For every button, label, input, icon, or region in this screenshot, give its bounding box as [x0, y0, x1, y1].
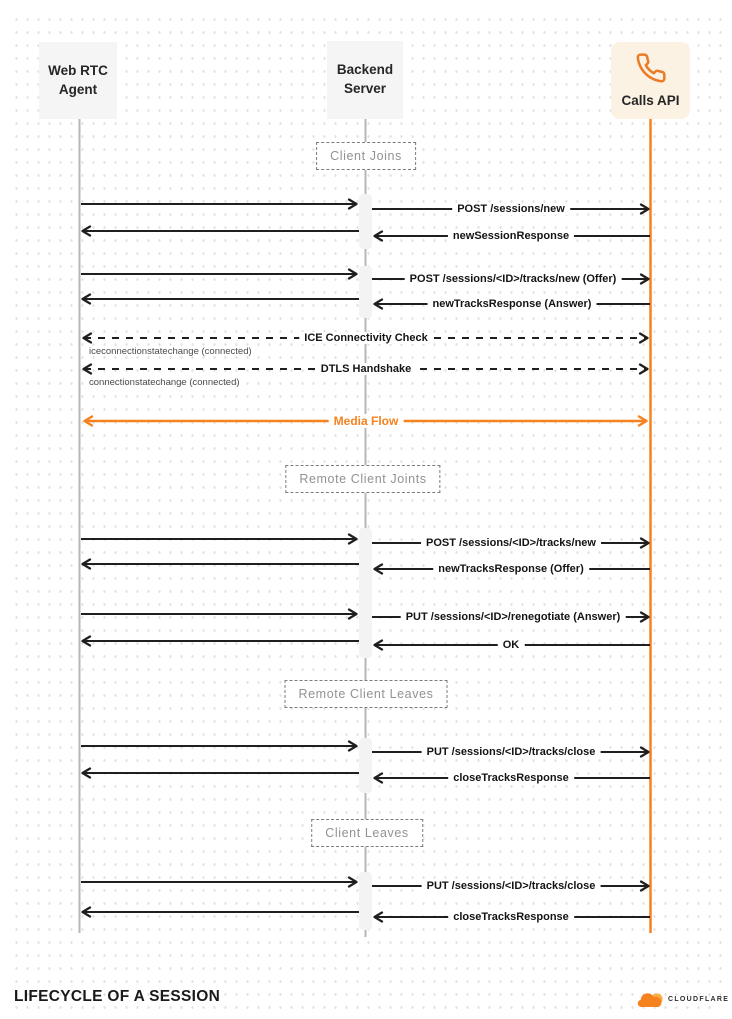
message-label-put-tracks-close-2: PUT /sessions/<ID>/tracks/close	[422, 880, 601, 892]
actor-label-line: Backend	[336, 62, 394, 78]
actor-label-line: Web RTC	[48, 62, 108, 78]
phone-icon	[635, 52, 667, 86]
message-label-new-tracks-response-answer: newTracksResponse (Answer)	[428, 298, 597, 310]
actor-label: Calls API	[621, 93, 680, 108]
cloudflare-logo	[637, 991, 729, 1008]
message-label-put-tracks-close: PUT /sessions/<ID>/tracks/close	[422, 746, 601, 758]
activation-bar	[359, 872, 372, 930]
message-label-ice-connectivity-check: ICE Connectivity Check	[299, 332, 432, 344]
cloudflare-cloud-icon	[637, 991, 664, 1008]
phase-remote-client-leaves: Remote Client Leaves	[285, 680, 448, 708]
actor-label-line: Server	[343, 81, 387, 96]
activation-bar	[359, 194, 372, 249]
message-label-post-tracks-new: POST /sessions/<ID>/tracks/new	[421, 537, 601, 549]
message-label-new-tracks-response-offer: newTracksResponse (Offer)	[433, 563, 589, 575]
actor-label-line: Agent	[58, 81, 98, 97]
activation-bar	[359, 738, 372, 793]
phase-remote-client-joins: Remote Client Joints	[285, 465, 440, 493]
message-label-put-renegotiate-answer: PUT /sessions/<ID>/renegotiate (Answer)	[401, 611, 626, 623]
message-label-new-session-response: newSessionResponse	[448, 230, 574, 242]
cloudflare-brand-text: CLOUDFLARE	[668, 996, 730, 1003]
annotation-connectionstatechange: connectionstatechange (connected)	[89, 377, 240, 388]
message-label-dtls-handshake: DTLS Handshake	[316, 363, 416, 375]
actor-webrtc-agent	[39, 42, 117, 119]
activation-bar	[359, 266, 372, 318]
message-label-post-sessions-new: POST /sessions/new	[452, 203, 570, 215]
actor-backend-server	[327, 41, 403, 119]
activation-bar	[359, 528, 372, 658]
message-label-close-tracks-response-2: closeTracksResponse	[448, 911, 574, 923]
message-label-media-flow: Media Flow	[329, 414, 404, 428]
actor-calls-api	[611, 42, 690, 119]
page-title: LIFECYCLE OF A SESSION	[14, 988, 221, 1005]
phase-client-leaves: Client Leaves	[311, 819, 423, 847]
message-label-post-tracks-new-offer: POST /sessions/<ID>/tracks/new (Offer)	[405, 273, 622, 285]
message-label-close-tracks-response: closeTracksResponse	[448, 772, 574, 784]
annotation-iceconnectionstatechange: iceconnectionstatechange (connected)	[89, 346, 252, 357]
phase-client-joins: Client Joins	[316, 142, 416, 170]
message-label-ok: OK	[498, 639, 525, 651]
